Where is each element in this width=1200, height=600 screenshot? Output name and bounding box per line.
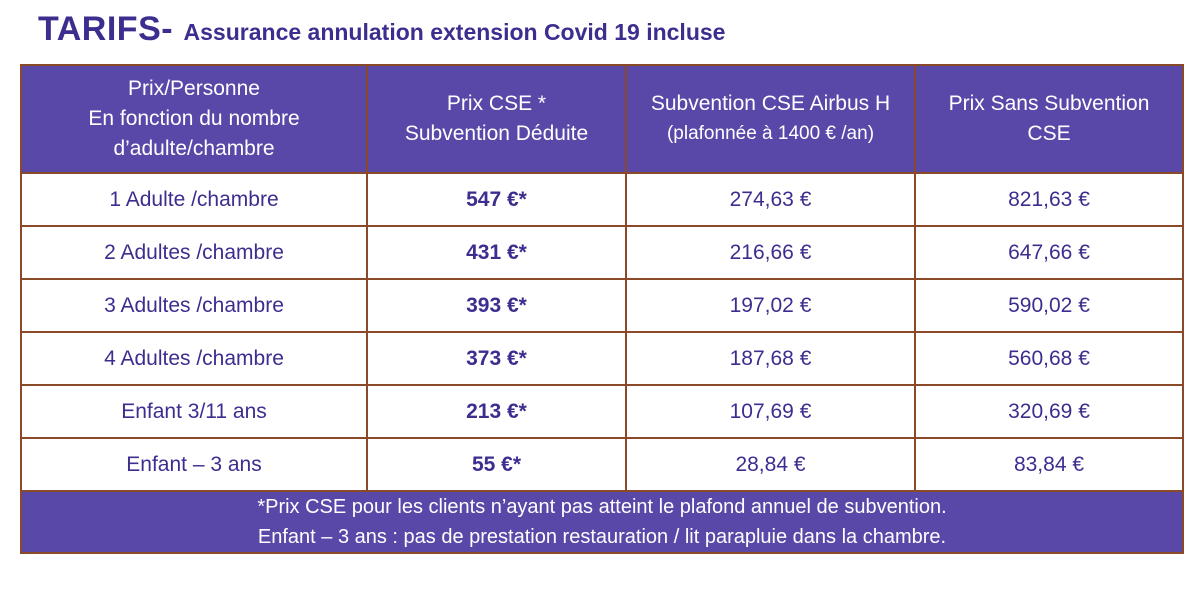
subsidy-cell: 28,84 € — [626, 438, 915, 491]
cse-price-cell: 213 €* — [367, 385, 626, 438]
subsidy-cell: 107,69 € — [626, 385, 915, 438]
row-label: 1 Adulte /chambre — [21, 173, 367, 226]
header-line: Prix Sans Subvention — [948, 92, 1150, 115]
table-row — [21, 438, 1183, 491]
full-price-cell: 83,84 € — [915, 438, 1183, 491]
table-row — [21, 332, 1183, 385]
cse-price-cell: 373 €* — [367, 332, 626, 385]
row-label: Enfant 3/11 ans — [21, 385, 367, 438]
header-line: CSE — [1027, 122, 1071, 145]
subsidy-cell: 216,66 € — [626, 226, 915, 279]
header-price-per-person — [21, 65, 367, 173]
row-label: 4 Adultes /chambre — [21, 332, 367, 385]
full-price-cell: 560,68 € — [915, 332, 1183, 385]
header-price-without-subsidy — [915, 65, 1183, 173]
footnote-cse-price: *Prix CSE pour les clients n’ayant pas atteint le plafond annuel de subvention. — [257, 496, 947, 518]
cse-price-cell: 431 €* — [367, 226, 626, 279]
header-line: En fonction du nombre — [88, 107, 300, 130]
footnote-cell — [21, 491, 1183, 553]
header-line: d’adulte/chambre — [113, 137, 275, 160]
footnote-child: Enfant – 3 ans : pas de prestation restauration / lit parapluie dans la chambre. — [257, 526, 947, 548]
row-label: Enfant – 3 ans — [21, 438, 367, 491]
footnote-row — [21, 491, 1183, 553]
header-subsidy — [626, 65, 915, 173]
full-price-cell: 320,69 € — [915, 385, 1183, 438]
cse-price-cell: 55 €* — [367, 438, 626, 491]
table-row — [21, 173, 1183, 226]
header-line: Subvention CSE Airbus H — [650, 92, 891, 115]
header-line: Subvention Déduite — [404, 122, 589, 145]
table-row — [21, 385, 1183, 438]
header-line: Prix CSE * — [446, 92, 547, 115]
table-header-row — [21, 65, 1183, 173]
subsidy-cell: 187,68 € — [626, 332, 915, 385]
header-line: Prix/Personne — [128, 77, 260, 100]
full-price-cell: 647,66 € — [915, 226, 1183, 279]
title-subtitle: Assurance annulation extension Covid 19 incluse — [183, 19, 726, 45]
cse-price-cell: 547 €* — [367, 173, 626, 226]
subsidy-cell: 274,63 € — [626, 173, 915, 226]
full-price-cell: 821,63 € — [915, 173, 1183, 226]
page-title — [38, 10, 725, 49]
subsidy-cell: 197,02 € — [626, 279, 915, 332]
title-main: TARIFS- — [38, 10, 174, 48]
row-label: 2 Adultes /chambre — [21, 226, 367, 279]
header-cse-price — [367, 65, 626, 173]
row-label: 3 Adultes /chambre — [21, 279, 367, 332]
table-row — [21, 226, 1183, 279]
full-price-cell: 590,02 € — [915, 279, 1183, 332]
table-row — [21, 279, 1183, 332]
cse-price-cell: 393 €* — [367, 279, 626, 332]
header-line: (plafonnée à 1400 € /an) — [666, 123, 875, 144]
tariffs-table — [20, 64, 1184, 554]
